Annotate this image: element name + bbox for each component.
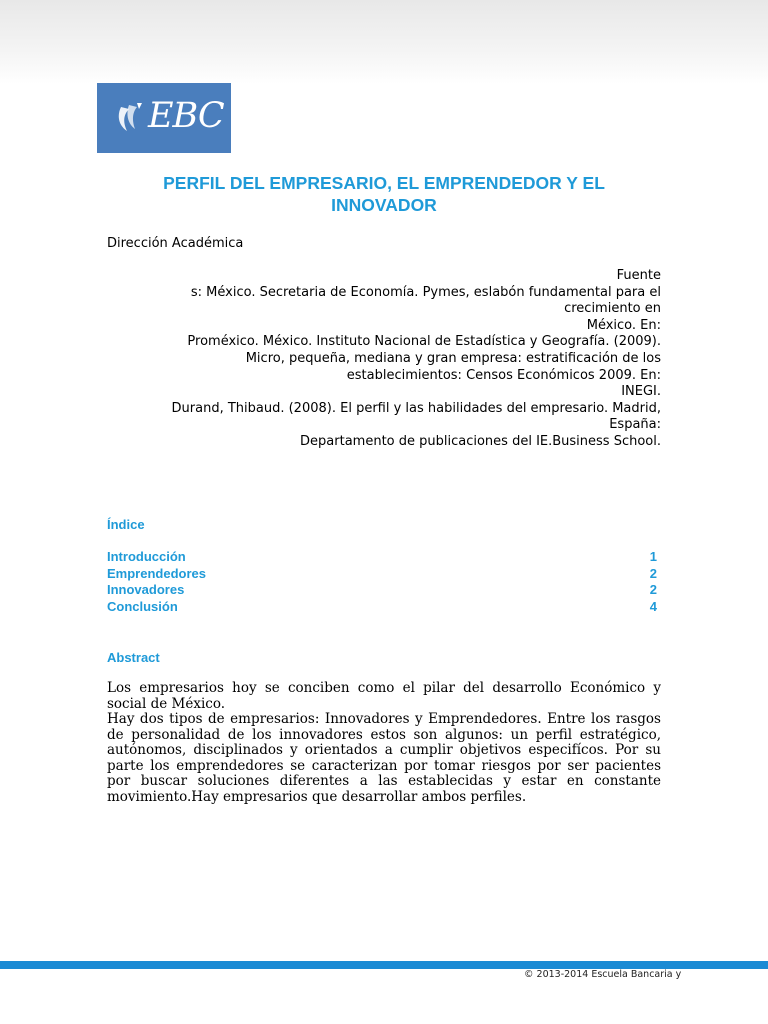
toc-item-conclusion[interactable] [107,599,657,616]
toc-item-page: 2 [649,582,657,598]
abstract-paragraph: Hay dos tipos de empresarios: Innovadores y Emprendedores. Entre los rasgos de personalidad de los innovadores estos son algunos: un perfil estratégico, autónomos, disciplinados y orientados a cumplir objetivos especifícos. Por su parte los emprendedores se caracterizan por tomar riesgos por ser pacientes por buscar soluciones diferentes a las establecidas y estar en constante movimiento.Hay empresarios que desarrollar ambos perfiles. [107,711,661,805]
department-label: Dirección Académica [107,236,244,251]
source-line: México. En: [586,317,661,333]
toc-item-label[interactable]: Introducción [107,549,186,564]
index-heading: Índice [107,517,145,532]
toc-item-label[interactable]: Conclusión [107,598,178,614]
footer-copyright: © 2013-2014 Escuela Bancaria y [524,969,682,980]
source-line: Departamento de publicaciones del IE.Business School. [300,433,661,449]
toc-item-label[interactable]: Emprendedores [107,565,206,581]
toc-item-page: 1 [649,549,657,564]
abstract-paragraph: Los empresarios hoy se conciben como el pilar del desarrollo Económico y social de México. [107,680,661,712]
abstract-heading: Abstract [107,650,160,665]
toc-item-innovadores[interactable] [107,582,657,599]
source-line: Proméxico. México. Instituto Nacional de Estadística y Geografía. (2009). [187,334,661,350]
abstract-body [107,681,661,805]
source-line: establecimientos: Censos Económicos 2009. En: [346,367,661,383]
toc-item-label[interactable]: Innovadores [107,582,185,598]
logo-text: EBC [148,96,224,136]
source-line: Fuente [616,268,661,283]
source-line: INEGI. [621,384,661,400]
ebc-logo [97,83,231,153]
header-band [0,0,768,84]
source-line: crecimiento en [564,301,661,317]
source-line: Micro, pequeña, mediana y gran empresa: estratificación de los [245,350,661,366]
toc-item-page: 4 [649,598,657,614]
table-of-contents [107,549,657,615]
toc-item-introduccion[interactable] [107,549,657,566]
source-line: s: México. Secretaria de Economía. Pymes, eslabón fundamental para el [190,284,661,300]
source-line: Durand, Thibaud. (2008). El perfil y las habilidades del empresario. Madrid, [171,400,661,416]
footer-rule [0,961,768,969]
source-line: España: [609,417,661,433]
document-title: PERFIL DEL EMPRESARIO, EL EMPRENDEDOR Y EL INNOVADOR [163,173,605,215]
ebc-emblem-icon [115,101,145,135]
toc-item-page: 2 [649,565,657,581]
sources-block [107,268,661,451]
toc-item-emprendedores[interactable] [107,566,657,583]
